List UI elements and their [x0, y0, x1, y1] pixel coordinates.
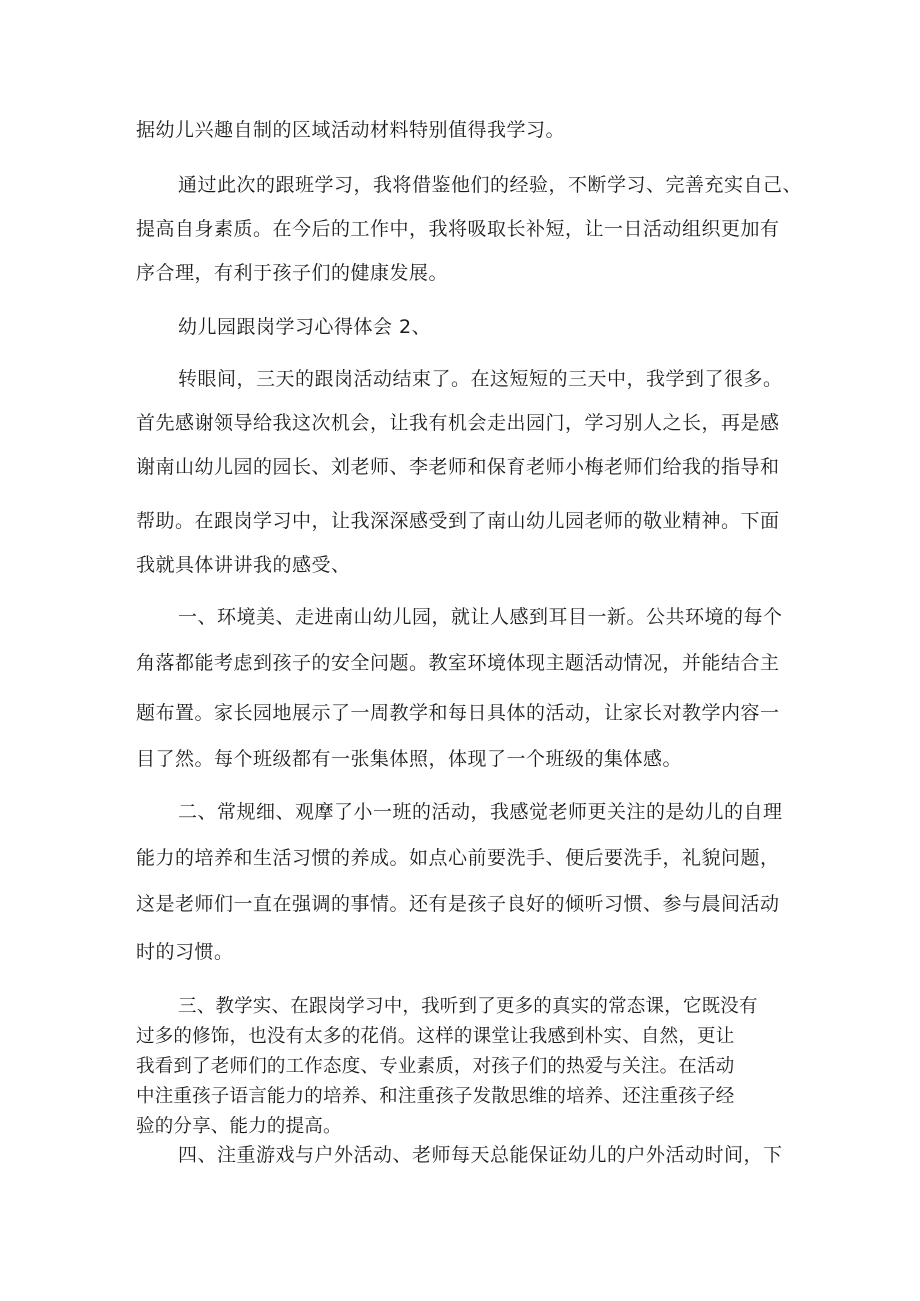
text-line: 三、教学实、在跟岗学习中，我听到了更多的真实的常态课，它既没有: [178, 996, 758, 1017]
text-line: 序合理，有利于孩子们的健康发展。: [136, 262, 449, 284]
text-line: 四、注重游戏与户外活动、老师每天总能保证幼儿的户外活动时间，下: [178, 1144, 783, 1166]
text-line: 我看到了老师们的工作态度、专业素质，对孩子们的热爱与关注。在活动: [136, 1056, 735, 1077]
text-line: 中注重孩子语言能力的培养、和注重孩子发散思维的培养、还注重孩子经: [136, 1086, 735, 1107]
text-line: 目了然。每个班级都有一张集体照，体现了一个班级的集体感。: [136, 748, 683, 770]
text-line: 题布置。家长园地展示了一周教学和每日具体的活动，让家长对教学内容一: [136, 702, 780, 724]
text-line: 验的分享、能力的提高。: [136, 1116, 342, 1137]
text-line: 据幼儿兴趣自制的区域活动材料特别值得我学习。: [136, 119, 566, 141]
text-line: 首先感谢领导给我这次机会，让我有机会走出园门，学习别人之长，再是感: [136, 412, 780, 434]
text-line: 通过此次的跟班学习，我将借鉴他们的经验，不断学习、完善充实自己、: [178, 174, 803, 196]
section-heading: 幼儿园跟岗学习心得体会 2、: [178, 316, 432, 338]
text-line: 一、环境美、走进南山幼儿园，就让人感到耳目一新。公共环境的每个: [178, 606, 783, 628]
text-line: 提高自身素质。在今后的工作中，我将吸取长补短，让一日活动组织更加有: [136, 218, 780, 240]
text-line: 谢南山幼儿园的园长、刘老师、李老师和保育老师小梅老师们给我的指导和: [136, 456, 780, 478]
text-line: 时的习惯。: [136, 941, 234, 963]
text-line: 这是老师们一直在强调的事情。还有是孩子良好的倾听习惯、参与晨间活动: [136, 893, 780, 915]
text-line: 角落都能考虑到孩子的安全问题。教室环境体现主题活动情况，并能结合主: [136, 652, 780, 674]
text-line: 二、常规细、观摩了小一班的活动，我感觉老师更关注的是幼儿的自理: [178, 801, 783, 823]
text-line: 能力的培养和生活习惯的养成。如点心前要洗手、便后要洗手，礼貌问题，: [136, 847, 780, 869]
text-line: 帮助。在跟岗学习中，让我深深感受到了南山幼儿园老师的敬业精神。下面: [136, 510, 780, 532]
text-line: 转眼间，三天的跟岗活动结束了。在这短短的三天中，我学到了很多。: [178, 368, 783, 390]
text-line: 我就具体讲讲我的感受、: [136, 554, 351, 576]
text-line: 过多的修饰，也没有太多的花俏。这样的课堂让我感到朴实、自然，更让: [136, 1026, 735, 1047]
